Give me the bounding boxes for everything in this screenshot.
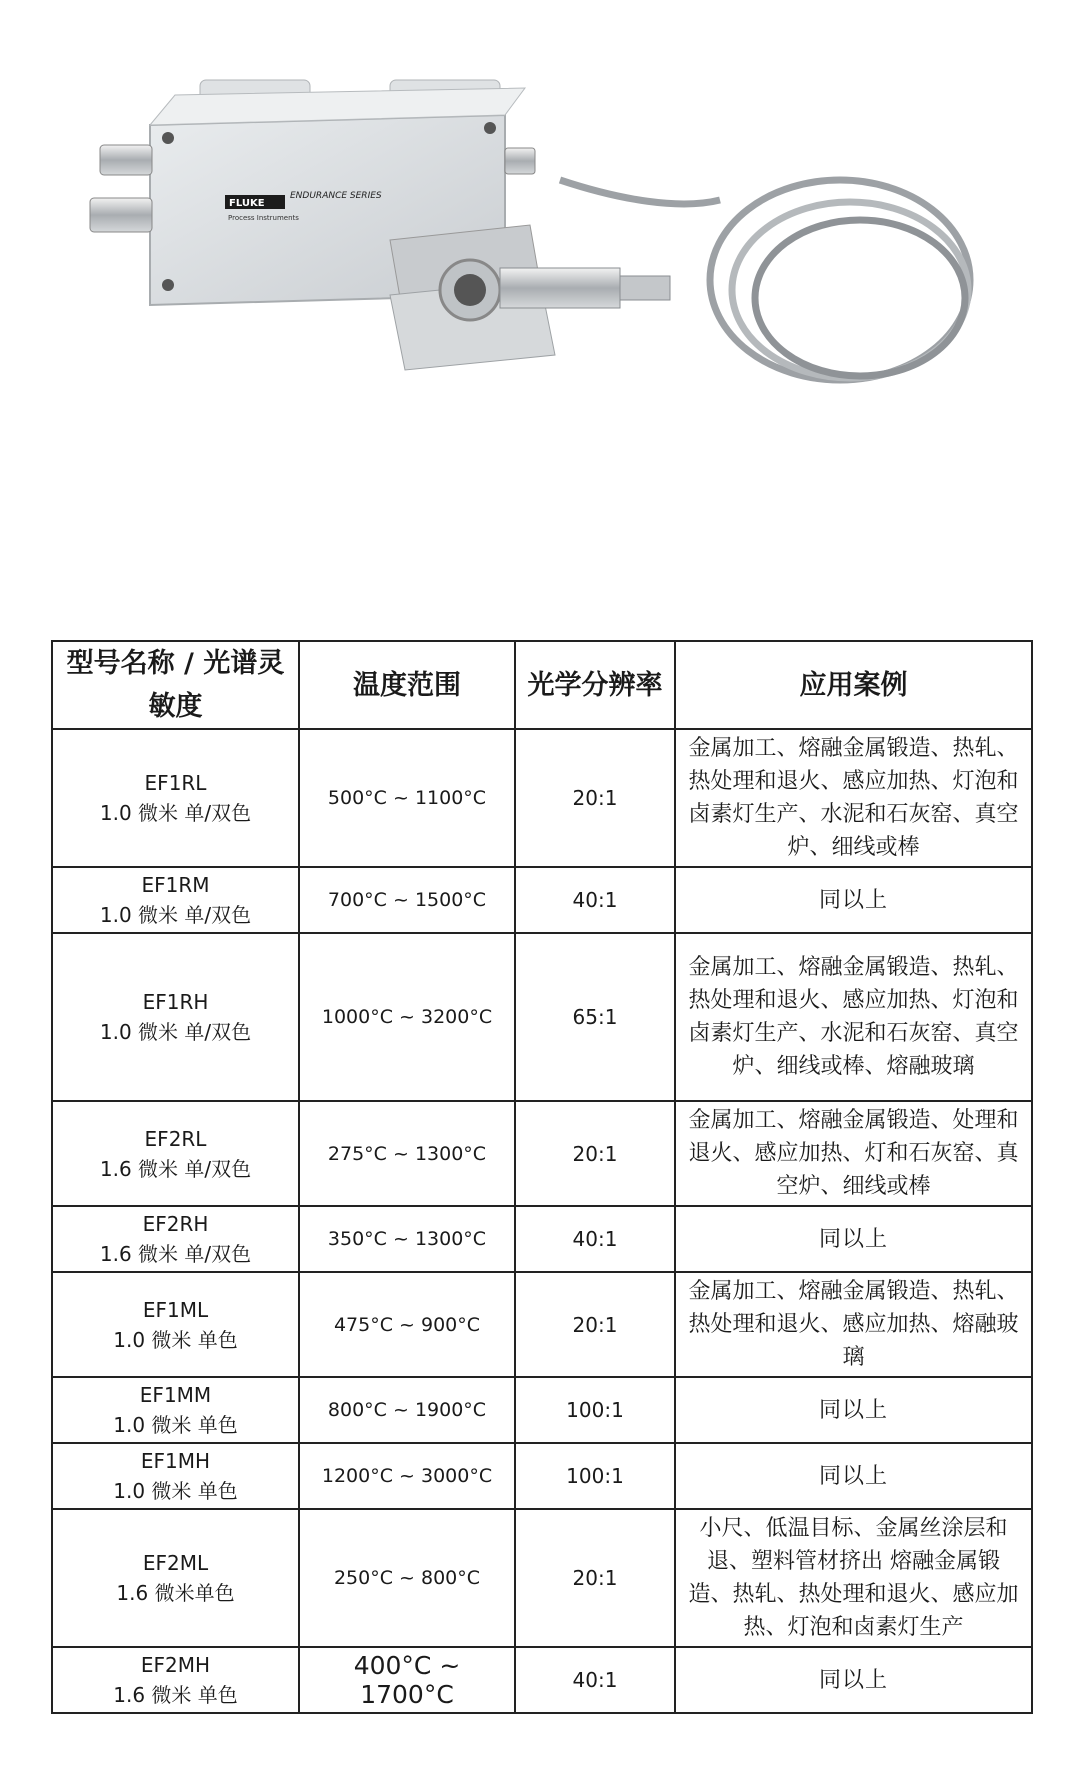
spectral-band: 1.0 微米 单色 xyxy=(113,1327,238,1352)
header-applications: 应用案例 xyxy=(675,641,1032,729)
model-cell xyxy=(52,1509,299,1647)
application-cell: 同以上 xyxy=(675,1206,1032,1272)
spectral-band: 1.0 微米 单/双色 xyxy=(99,903,252,927)
model-cell xyxy=(52,1377,299,1443)
temp-range-cell: 400°C ~ 1700°C xyxy=(299,1647,515,1713)
header-optical-resolution: 光学分辨率 xyxy=(515,641,675,729)
resolution-cell: 40:1 xyxy=(515,1647,675,1713)
model-cell xyxy=(52,867,299,933)
model-name: EF1MH xyxy=(140,1449,211,1473)
resolution-cell: 20:1 xyxy=(515,1272,675,1377)
table-row xyxy=(52,867,1032,933)
temp-range-cell: 350°C ~ 1300°C xyxy=(299,1206,515,1272)
resolution-cell: 20:1 xyxy=(515,729,675,867)
resolution-cell: 40:1 xyxy=(515,1206,675,1272)
spectral-band: 1.6 微米 单色 xyxy=(113,1683,238,1707)
spec-table xyxy=(51,640,1033,1714)
svg-text:Process Instruments: Process Instruments xyxy=(228,214,299,222)
resolution-cell: 100:1 xyxy=(515,1443,675,1509)
resolution-cell: 65:1 xyxy=(515,933,675,1101)
resolution-cell: 20:1 xyxy=(515,1101,675,1206)
table-row xyxy=(52,1272,1032,1377)
temp-range-cell: 275°C ~ 1300°C xyxy=(299,1101,515,1206)
resolution-cell: 100:1 xyxy=(515,1377,675,1443)
spectral-band: 1.6 微米单色 xyxy=(116,1581,235,1605)
spectral-band: 1.6 微米 单/双色 xyxy=(99,1156,252,1181)
model-cell xyxy=(52,1443,299,1509)
model-cell xyxy=(52,933,299,1101)
resolution-cell: 20:1 xyxy=(515,1509,675,1647)
temp-range-cell: 1000°C ~ 3200°C xyxy=(299,933,515,1101)
application-cell: 金属加工、熔融金属锻造、处理和退火、感应加热、灯和石灰窑、真空炉、细线或棒 xyxy=(675,1101,1032,1206)
application-cell: 同以上 xyxy=(675,1377,1032,1443)
application-cell: 小尺、低温目标、金属丝涂层和退、塑料管材挤出 熔融金属锻造、热轧、热处理和退火、感应加热、灯泡和卤素灯生产 xyxy=(675,1509,1032,1647)
model-name: EF2ML xyxy=(142,1551,209,1575)
application-cell: 金属加工、熔融金属锻造、热轧、热处理和退火、感应加热、熔融玻璃 xyxy=(675,1272,1032,1377)
application-cell: 金属加工、熔融金属锻造、热轧、热处理和退火、感应加热、灯泡和卤素灯生产、水泥和石灰窑、真空炉、细线或棒 xyxy=(675,729,1032,867)
model-name: EF1RH xyxy=(142,990,209,1014)
table-row xyxy=(52,1206,1032,1272)
spectral-band: 1.0 微米 单/双色 xyxy=(99,1020,252,1044)
product-photo xyxy=(60,40,1020,460)
table-row xyxy=(52,1377,1032,1443)
spectral-band: 1.6 微米 单/双色 xyxy=(99,1242,252,1266)
model-cell xyxy=(52,1101,299,1206)
temp-range-cell: 800°C ~ 1900°C xyxy=(299,1377,515,1443)
temp-range-cell: 475°C ~ 900°C xyxy=(299,1272,515,1377)
model-name: EF2MH xyxy=(140,1653,211,1677)
application-cell: 金属加工、熔融金属锻造、热轧、热处理和退火、感应加热、灯泡和卤素灯生产、水泥和石灰窑、真空炉、细线或棒、熔融玻璃 xyxy=(675,933,1032,1101)
table-row xyxy=(52,1101,1032,1206)
temp-range-cell: 700°C ~ 1500°C xyxy=(299,867,515,933)
table-row xyxy=(52,1647,1032,1713)
resolution-cell: 40:1 xyxy=(515,867,675,933)
svg-text:ENDURANCE SERIES: ENDURANCE SERIES xyxy=(290,191,382,201)
application-cell: 同以上 xyxy=(675,1443,1032,1509)
temp-range-cell: 500°C ~ 1100°C xyxy=(299,729,515,867)
model-name: EF1MM xyxy=(139,1383,212,1407)
model-cell xyxy=(52,1272,299,1377)
model-cell xyxy=(52,1206,299,1272)
table-header-row xyxy=(52,641,1032,729)
application-cell: 同以上 xyxy=(675,867,1032,933)
model-name: EF2RH xyxy=(142,1212,209,1236)
spectral-band: 1.0 微米 单/双色 xyxy=(99,801,252,825)
model-cell xyxy=(52,1647,299,1713)
table-row xyxy=(52,1509,1032,1647)
temp-range-cell: 250°C ~ 800°C xyxy=(299,1509,515,1647)
application-cell: 同以上 xyxy=(675,1647,1032,1713)
temp-range-cell: 1200°C ~ 3000°C xyxy=(299,1443,515,1509)
model-name: EF1ML xyxy=(142,1297,209,1322)
table-row xyxy=(52,1443,1032,1509)
table-row xyxy=(52,933,1032,1101)
spectral-band: 1.0 微米 单色 xyxy=(113,1413,238,1437)
header-temp-range: 温度范围 xyxy=(299,641,515,729)
table-row xyxy=(52,729,1032,867)
spectral-band: 1.0 微米 单色 xyxy=(113,1479,238,1503)
model-cell xyxy=(52,729,299,867)
svg-text:FLUKE: FLUKE xyxy=(229,198,265,209)
model-name: EF1RL xyxy=(144,771,207,795)
model-name: EF2RL xyxy=(144,1126,207,1151)
model-name: EF1RM xyxy=(141,873,210,897)
header-model: 型号名称 / 光谱灵敏度 xyxy=(52,641,299,729)
